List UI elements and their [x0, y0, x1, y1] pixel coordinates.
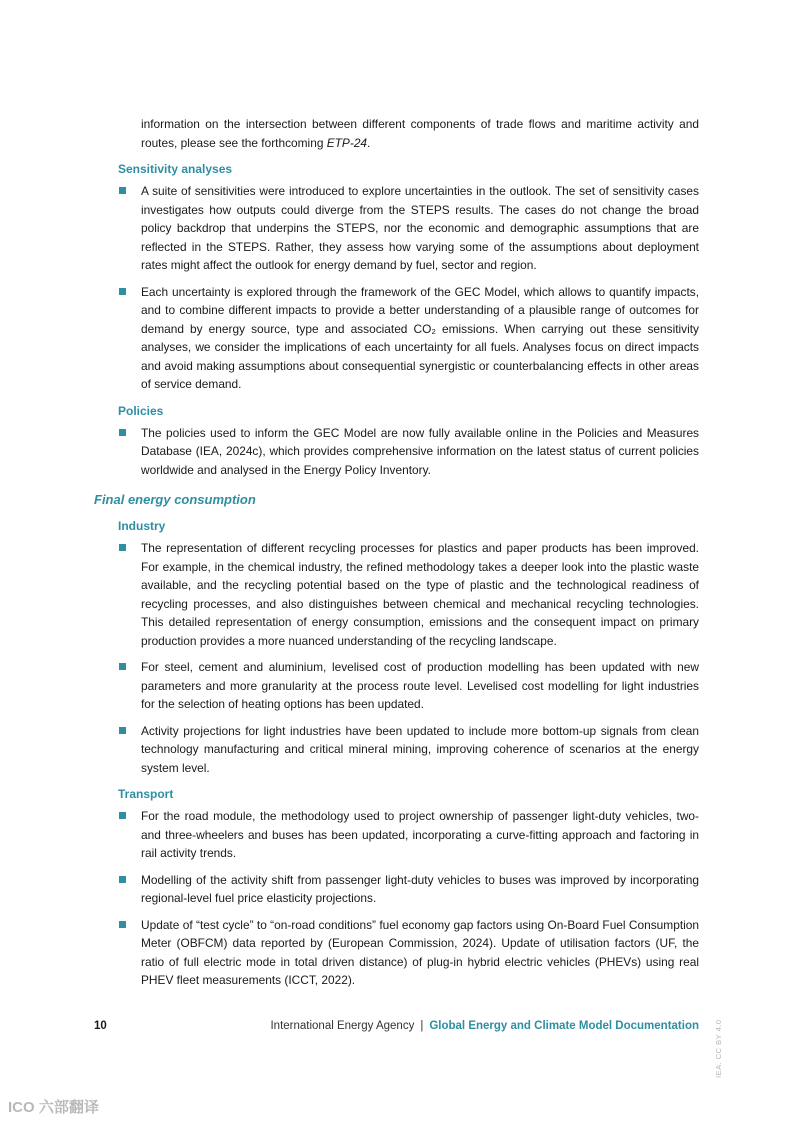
footer-document-title: Global Energy and Climate Model Documentation — [429, 1020, 699, 1032]
bullet-text: For the road module, the methodology used to project ownership of passenger light-duty vehicles, two- and three-wheelers and buses has been updated, incorporating a curve-fitting approach and factoring in rail activity trends. — [141, 809, 699, 860]
final-energy-heading: Final energy consumption — [94, 492, 256, 507]
list-item — [94, 807, 699, 863]
policies-heading: Policies — [118, 403, 164, 418]
footer-organization: International Energy Agency — [270, 1020, 415, 1032]
bullet-square-icon — [119, 187, 126, 194]
footer-title-group — [270, 1020, 699, 1032]
list-item — [94, 916, 699, 990]
bullet-square-icon — [119, 663, 126, 670]
transport-heading: Transport — [118, 787, 174, 801]
page-footer — [94, 1020, 699, 1038]
page-number: 10 — [94, 1020, 107, 1032]
bullet-square-icon — [119, 727, 126, 734]
list-item — [94, 182, 699, 275]
list-item — [94, 283, 699, 394]
bullet-text: The policies used to inform the GEC Model are now fully available online in the Policies and Measures Database (IEA, 2024c), which provides comprehensive information on the latest status of current policies worldwide and analysed in the Energy Policy Inventory. — [141, 425, 699, 477]
sensitivity-heading: Sensitivity analyses — [118, 162, 233, 176]
intro-paragraph — [141, 115, 699, 152]
bullet-text: Activity projections for light industries have been updated to include more bottom-up signals from clean technology manufacturing and critical mineral mining, improving coherence of scenarios at the energy system level. — [141, 723, 699, 775]
bullet-square-icon — [119, 812, 126, 819]
bullet-text: For steel, cement and aluminium, levelised cost of production modelling has been updated with new parameters and more granularity at the process route level. Levelised cost modelling for light industries for the selection of heating options has been updated. — [141, 660, 699, 711]
list-item — [94, 722, 699, 778]
intro-text: information on the intersection between different components of trade flows and maritime activity and routes, please see the forthcoming — [141, 117, 699, 150]
list-item — [94, 658, 699, 714]
footer-separator: | — [420, 1020, 424, 1032]
bullet-square-icon — [119, 921, 126, 928]
bullet-text: A suite of sensitivities were introduced to explore uncertainties in the outlook. The set of sensitivity cases investigates how outputs could diverge from the STEPS results. The cases do not change the broad policy backdrop that underpins the STEPS, nor the economic and demographic assumptions that are reflected in the STEPS. Rather, they assess how varying some of the assumptions about deployment rates might affect the outlook for energy demand by fuel, sector and region. — [141, 184, 699, 272]
bullet-square-icon — [119, 288, 126, 295]
watermark: ICO 六部翻译 — [8, 1099, 99, 1116]
list-item — [94, 539, 699, 650]
bullet-text: The representation of different recycling processes for plastics and paper products has been improved. For example, in the chemical industry, the refined methodology takes a deeper look into the plastic waste available, and the recycling potential based on the type of plastic and the technological readiness of recycling processes, and also distinguishes between chemical and mechanical recycling technologies. This detailed representation of energy consumption, emissions and the consequent impact on primary production provides a more nuanced understanding of the recycling landscape. — [141, 541, 699, 648]
list-item — [94, 424, 699, 480]
bullet-square-icon — [119, 429, 126, 436]
bullet-text: Modelling of the activity shift from passenger light-duty vehicles to buses was improved by incorporating regional-level fuel price elasticity projections. — [141, 872, 699, 905]
industry-heading: Industry — [118, 519, 166, 533]
bullet-text: Update of “test cycle” to “on-road conditions” fuel economy gap factors using On-Board Fuel Consumption Meter (OBFCM) data reported by (European Commission, 2024). Update of utilisation factors (UF, the ratio of full electric mode in total driven distance) of plug-in hybrid electric vehicles (PHEVs) using real PHEV fleet measurements (ICCT, 2022). — [141, 917, 699, 987]
bullet-square-icon — [119, 544, 126, 551]
bullet-square-icon — [119, 876, 126, 883]
list-item — [94, 871, 699, 908]
intro-text-end: . — [367, 135, 371, 150]
page-content — [94, 115, 699, 990]
intro-reference: ETP-24 — [326, 135, 368, 150]
license-notice: IEA. CC BY 4.0 — [714, 1019, 723, 1078]
bullet-text: Each uncertainty is explored through the framework of the GEC Model, which allows to quantify impacts, and to combine different impacts to provide a better understanding of a plausible range of outcomes for demand by energy source, type and associated CO₂ emissions. When carrying out these sensitivity analyses, we consider the implications of each uncertainty for all fuels. Analyses focus on direct impacts and avoid making assumptions about consequential synergistic or counterbalancing effects in other areas of service demand. — [141, 284, 699, 391]
